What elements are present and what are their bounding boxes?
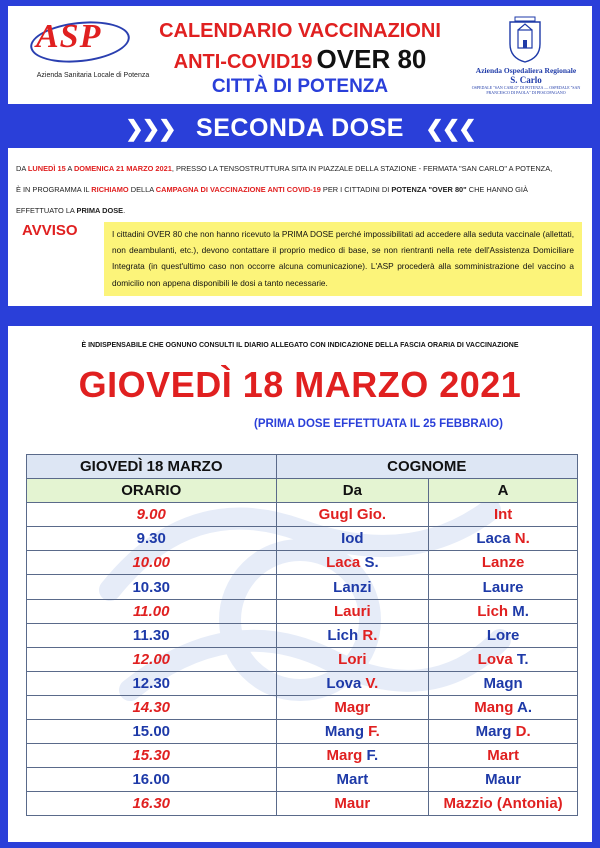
col-to: A xyxy=(429,479,578,503)
aor-name xyxy=(470,66,582,95)
asp-logo: ASP xyxy=(36,18,102,55)
row-to-main: Marg xyxy=(475,723,512,741)
title-line-2-prefix: ANTI-COVID19 xyxy=(173,51,313,73)
row-to xyxy=(429,695,578,719)
info-text-part: CHE HANNO GIÀ xyxy=(466,185,528,194)
row-to-main: Lanze xyxy=(481,554,525,572)
row-to-main: Mart xyxy=(487,747,519,765)
col-from: Da xyxy=(276,479,429,503)
row-from-main: Iod xyxy=(341,530,364,548)
row-from-main: Magr xyxy=(334,698,371,716)
table-row xyxy=(27,720,578,744)
row-from-suffix: S. xyxy=(360,554,379,572)
row-from-main: Mang xyxy=(324,723,365,741)
title-line-1: CALENDARIO VACCINAZIONI xyxy=(159,20,441,42)
table-row xyxy=(27,551,578,575)
row-from-main: Marg xyxy=(326,747,363,765)
row-to xyxy=(429,720,578,744)
day-title: GIOVEDÌ 18 MARZO 2021 xyxy=(78,364,522,405)
chevrons-right-icon: ❯❯❯ xyxy=(125,116,175,141)
row-from xyxy=(276,599,429,623)
table-row xyxy=(27,792,578,816)
row-from-main: Lanzi xyxy=(333,578,372,596)
row-to xyxy=(429,551,578,575)
row-from xyxy=(276,768,429,792)
table-row xyxy=(27,768,578,792)
aor-emblem-icon xyxy=(506,14,544,64)
row-to xyxy=(429,792,578,816)
row-to xyxy=(429,527,578,551)
row-from xyxy=(276,792,429,816)
info-text-part: È IN PROGRAMMA IL xyxy=(16,185,92,194)
row-from-main: Maur xyxy=(334,795,371,813)
row-to xyxy=(429,599,578,623)
info-line-1 xyxy=(16,158,588,179)
row-to-main: Lore xyxy=(486,626,520,644)
row-to-main: Laca xyxy=(476,530,511,548)
seconda-dose-banner xyxy=(0,114,600,143)
row-from-main: Laca xyxy=(326,554,361,572)
row-time: 15.00 xyxy=(27,720,277,744)
header-surname: COGNOME xyxy=(276,455,578,479)
info-text-part: EFFETTUATO LA xyxy=(16,206,77,215)
row-from xyxy=(276,647,429,671)
info-text-part: , PRESSO LA TENSOSTRUTTURA SITA IN PIAZZALE DELLA STAZIONE - FERMATA "SAN CARLO" A POTENZA, xyxy=(171,164,553,173)
asp-subtitle: Azienda Sanitaria Locale di Potenza xyxy=(36,72,150,79)
row-from xyxy=(276,503,429,527)
row-from-suffix: V. xyxy=(361,674,379,692)
row-from xyxy=(276,695,429,719)
avviso-text: I cittadini OVER 80 che non hanno ricevuto la PRIMA DOSE perché impossibilitati ad accedere alla seduta vaccinale (allettati, non deambulanti, etc.), devono contattare il proprio medico di base, se non rientranti nella rete dell'Assistenza Domiciliare Integrata (in quest'ultimo caso non occorre alcuna comunicazione). L'ASP procederà alla somministrazione del vaccino a domicilio non appena disponibili le dosi a tanto necessarie. xyxy=(104,222,582,296)
row-time: 12.00 xyxy=(27,647,277,671)
row-time: 15.30 xyxy=(27,744,277,768)
table-header-row-1 xyxy=(27,455,578,479)
info-date-start: LUNEDÌ 15 xyxy=(27,164,66,173)
info-prima-dose: PRIMA DOSE xyxy=(76,206,124,215)
row-from xyxy=(276,551,429,575)
schedule-table xyxy=(26,454,578,816)
row-from-main: Gugl Gio. xyxy=(318,506,387,524)
row-to-main: Maur xyxy=(485,771,522,789)
info-date-end: DOMENICA 21 MARZO 2021 xyxy=(73,164,172,173)
aor-line-1: Azienda Ospedaliera Regionale xyxy=(475,66,577,75)
row-time: 11.00 xyxy=(27,599,277,623)
row-from xyxy=(276,575,429,599)
info-campagna: CAMPAGNA DI VACCINAZIONE ANTI COVID-19 xyxy=(155,185,321,194)
row-time: 12.30 xyxy=(27,671,277,695)
header-date: GIOVEDÌ 18 MARZO xyxy=(27,455,277,479)
row-time: 16.30 xyxy=(27,792,277,816)
row-to-main: Mazzio (Antonia) xyxy=(443,795,563,813)
row-from-main: Lova xyxy=(326,674,362,692)
info-text-part: DA xyxy=(16,164,28,173)
row-from-main: Mart xyxy=(336,771,369,789)
info-text-part: DELLA xyxy=(128,185,156,194)
table-row xyxy=(27,695,578,719)
row-to xyxy=(429,503,578,527)
schedule-body xyxy=(27,503,578,816)
table-header-row-2 xyxy=(27,479,578,503)
row-from-main: Lauri xyxy=(334,602,371,620)
table-row xyxy=(27,503,578,527)
row-time: 14.30 xyxy=(27,695,277,719)
row-from-main: Lich xyxy=(327,626,359,644)
day-subtitle: (PRIMA DOSE EFFETTUATA IL 25 FEBBRAIO) xyxy=(254,418,503,430)
table-row xyxy=(27,527,578,551)
row-from xyxy=(276,527,429,551)
title-line-2-big: OVER 80 xyxy=(316,44,427,74)
table-row xyxy=(27,575,578,599)
row-from-main: Lori xyxy=(338,650,367,668)
row-to-suffix: D. xyxy=(511,723,531,741)
avviso-label: AVVISO xyxy=(22,222,78,239)
table-row xyxy=(27,599,578,623)
row-to xyxy=(429,671,578,695)
row-to-main: Int xyxy=(493,506,513,524)
row-from xyxy=(276,744,429,768)
info-line-2 xyxy=(16,179,588,200)
row-to-suffix: A. xyxy=(513,698,532,716)
row-to-suffix: T. xyxy=(512,650,529,668)
aor-line-3: OSPEDALE "SAN CARLO" DI POTENZA — OSPEDALE "SAN FRANCESCO DI PAOLA" DI PESCOPAGANO xyxy=(471,85,581,95)
aor-line-2: S. Carlo xyxy=(510,75,542,85)
row-from-suffix: R. xyxy=(358,626,378,644)
row-time: 9.30 xyxy=(27,527,277,551)
banner-label: SECONDA DOSE xyxy=(196,114,404,142)
info-text-part: PER I CITTADINI DI xyxy=(320,185,392,194)
row-to xyxy=(429,623,578,647)
chevrons-left-icon: ❮❮❮ xyxy=(425,116,475,141)
info-text-part: . xyxy=(123,206,126,215)
row-to xyxy=(429,768,578,792)
row-from xyxy=(276,623,429,647)
row-to xyxy=(429,744,578,768)
row-from-suffix: F. xyxy=(362,747,379,765)
schedule-note: È INDISPENSABILE CHE OGNUNO CONSULTI IL DIARIO ALLEGATO CON INDICAZIONE DELLA FASCIA ORARIA DI VACCINAZIONE xyxy=(81,342,519,349)
row-time: 10.30 xyxy=(27,575,277,599)
table-row xyxy=(27,647,578,671)
row-from-suffix: F. xyxy=(364,723,380,741)
row-from xyxy=(276,720,429,744)
row-to xyxy=(429,647,578,671)
row-time: 9.00 xyxy=(27,503,277,527)
table-row xyxy=(27,671,578,695)
row-to xyxy=(429,575,578,599)
info-line-3 xyxy=(16,200,588,221)
title-line-3: CITTÀ DI POTENZA xyxy=(211,76,389,97)
row-to-main: Mang xyxy=(474,698,514,716)
info-target: POTENZA "OVER 80" xyxy=(391,185,467,194)
row-from xyxy=(276,671,429,695)
info-text xyxy=(16,158,588,221)
row-to-suffix: M. xyxy=(508,602,529,620)
row-time: 11.30 xyxy=(27,623,277,647)
info-text-part: A xyxy=(65,164,74,173)
table-row xyxy=(27,744,578,768)
row-to-main: Laure xyxy=(482,578,524,596)
row-to-suffix: N. xyxy=(510,530,530,548)
row-to-main: Magn xyxy=(483,674,523,692)
row-time: 10.00 xyxy=(27,551,277,575)
info-richiamo: RICHIAMO xyxy=(91,185,129,194)
row-time: 16.00 xyxy=(27,768,277,792)
row-to-main: Lova xyxy=(477,650,513,668)
row-to-main: Lich xyxy=(477,602,509,620)
col-time: ORARIO xyxy=(27,479,277,503)
table-row xyxy=(27,623,578,647)
